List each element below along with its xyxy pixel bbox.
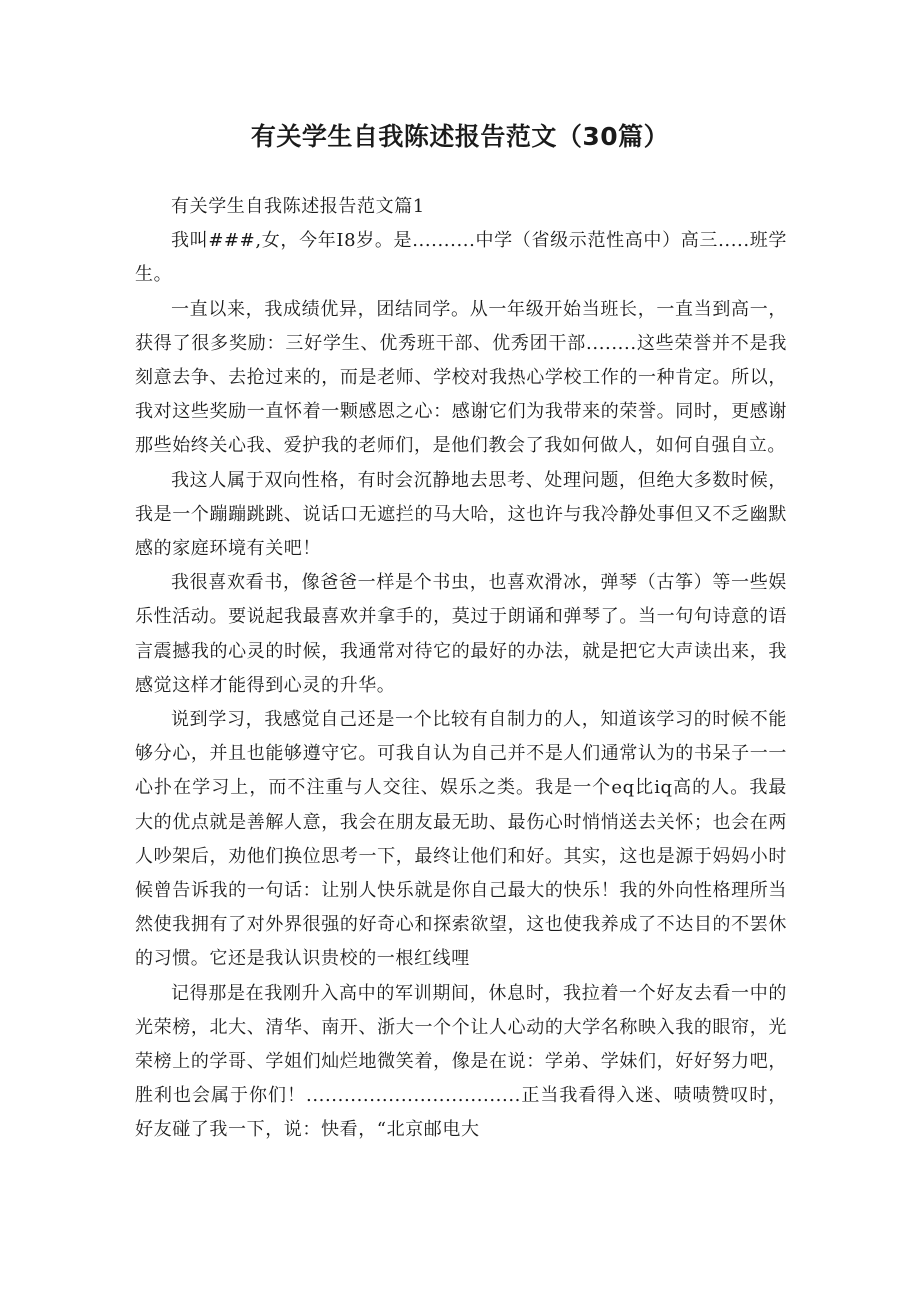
document-body (135, 190, 787, 1148)
paragraph: 说到学习，我感觉自己还是一个比较有自制力的人，知道该学习的时候不能够分心，并且也能够遵守它。可我自认为自己并不是人们通常认为的书呆子一一心扑在学习上，而不注重与人交往、娱乐之类。我是一个eq比iq高的人。我最大的优点就是善解人意，我会在朋友最无助、最伤心时悄悄送去关怀；也会在两人吵架后，劝他们换位思考一下，最终让他们和好。其实，这也是源于妈妈小时候曾告诉我的一句话：让别人快乐就是你自己最大的快乐！我的外向性格理所当然使我拥有了对外界很强的好奇心和探索欲望，这也使我养成了不达目的不罢休的习惯。它还是我认识贵校的一根红线哩 (135, 709, 787, 970)
paragraph: 我叫###,女，今年I8岁。是..........中学（省级示范性高中）高三.....班学生。 (135, 230, 787, 286)
paragraph: 记得那是在我刚升入高中的军训期间，休息时，我拉着一个好友去看一中的光荣榜，北大、清华、南开、浙大一个个让人心动的大学名称映入我的眼帘，光荣榜上的学哥、学姐们灿烂地微笑着，像是在说：学弟、学妹们，好好努力吧，胜利也会属于你们！..................................正当我看得入迷、啧啧赞叹时，好友碰了我一下，说：快看，“北京邮电大 (135, 982, 787, 1141)
document-title: 有关学生自我陈述报告范文（30篇） (250, 122, 670, 151)
paragraph: 一直以来，我成绩优异，团结同学。从一年级开始当班长，一直当到高一，获得了很多奖励：三好学生、优秀班干部、优秀团干部........这些荣誉并不是我刻意去争、去抢过来的，而是老师、学校对我热心学校工作的一种肯定。所以，我对这些奖励一直怀着一颗感恩之心：感谢它们为我带来的荣誉。同时，更感谢那些始终关心我、爱护我的老师们，是他们教会了我如何做人，如何自强自立。 (135, 298, 787, 457)
paragraph: 我这人属于双向性格，有时会沉静地去思考、处理问题，但绝大多数时候，我是一个蹦蹦跳跳、说话口无遮拦的马大哈，这也许与我冷静处事但又不乏幽默感的家庭环境有关吧！ (135, 469, 787, 560)
section-heading: 有关学生自我陈述报告范文篇1 (171, 196, 425, 217)
paragraph: 我很喜欢看书，像爸爸一样是个书虫，也喜欢滑冰，弹琴（古筝）等一些娱乐性活动。要说起我最喜欢并拿手的，莫过于朗诵和弹琴了。当一句句诗意的语言震撼我的心灵的时候，我通常对待它的最好的办法，就是把它大声读出来，我感觉这样才能得到心灵的升华。 (135, 572, 787, 696)
